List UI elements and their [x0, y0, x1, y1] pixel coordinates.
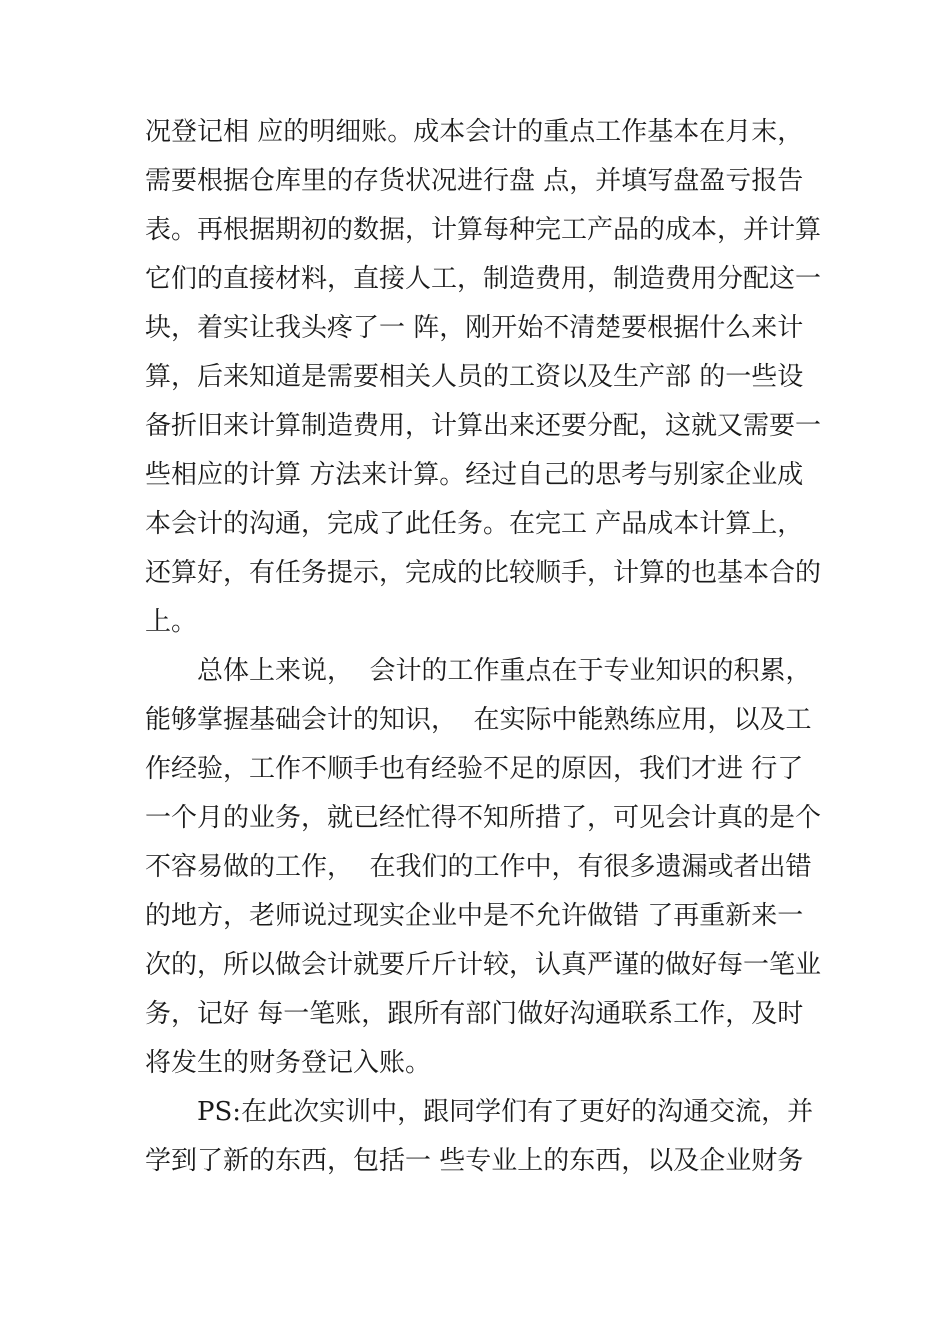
text-line: 备折旧来计算制造费用，计算出来还要分配，这就又需要一	[145, 411, 822, 441]
text-line: 能够掌握基础会计的知识， 在实际中能熟练应用，以及工	[145, 705, 812, 735]
text-line: 况登记相 应的明细账。成本会计的重点工作基本在月末，	[145, 117, 804, 147]
text-line: 还算好，有任务提示，完成的比较顺手，计算的也基本合的	[145, 558, 822, 588]
paragraph-1	[145, 108, 825, 647]
document-body	[145, 108, 825, 1186]
text-line: 上。	[145, 607, 198, 637]
text-line: 次的，所以做会计就要斤斤计较，认真严谨的做好每一笔业	[145, 950, 822, 980]
text-line: 表。再根据期初的数据，计算每种完工产品的成本，并计算	[145, 215, 822, 245]
text-line: 需要根据仓库里的存货状况进行盘 点，并填写盘盈亏报告	[145, 166, 804, 196]
paragraph-2	[145, 647, 825, 1088]
text-line: 算，后来知道是需要相关人员的工资以及生产部 的一些设	[145, 362, 804, 392]
text-line: 块，着实让我头疼了一 阵，刚开始不清楚要根据什么来计	[145, 313, 804, 343]
text-line-indented: PS:在此次实训中，跟同学们有了更好的沟通交流，并	[197, 1097, 814, 1127]
text-line: 作经验，工作不顺手也有经验不足的原因，我们才进 行了	[145, 754, 804, 784]
text-line-indented: 总体上来说， 会计的工作重点在于专业知识的积累，	[197, 656, 812, 686]
text-line: 务，记好 每一笔账，跟所有部门做好沟通联系工作，及时	[145, 999, 804, 1029]
text-line: 本会计的沟通，完成了此任务。在完工 产品成本计算上，	[145, 509, 804, 539]
text-line: 不容易做的工作， 在我们的工作中，有很多遗漏或者出错	[145, 852, 812, 882]
paragraph-3	[145, 1088, 825, 1186]
text-line: 将发生的财务登记入账。	[145, 1048, 432, 1078]
text-line: 它们的直接材料，直接人工，制造费用，制造费用分配这一	[145, 264, 822, 294]
text-line: 一个月的业务，就已经忙得不知所措了，可见会计真的是个	[145, 803, 822, 833]
text-line: 的地方，老师说过现实企业中是不允许做错 了再重新来一	[145, 901, 804, 931]
text-line: 学到了新的东西，包括一 些专业上的东西，以及企业财务	[145, 1146, 804, 1176]
text-line: 些相应的计算 方法来计算。经过自己的思考与别家企业成	[145, 460, 804, 490]
